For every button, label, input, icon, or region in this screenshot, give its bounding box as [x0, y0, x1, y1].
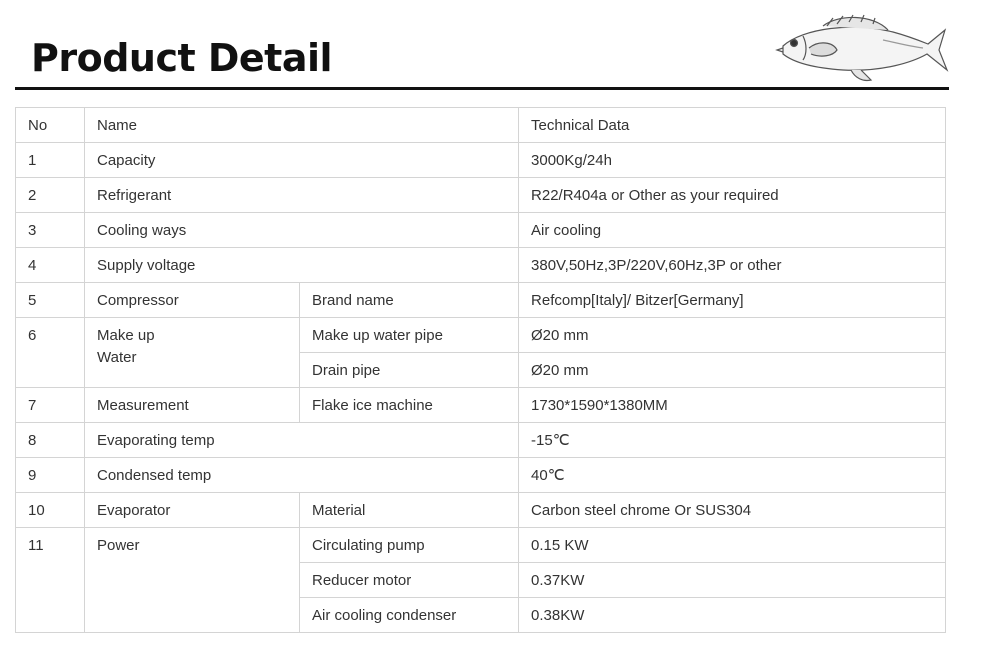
row-value: Air cooling [519, 213, 946, 248]
header-technical-data: Technical Data [519, 108, 946, 143]
table-row [16, 213, 946, 248]
row-sub-name: Air cooling condenser [300, 598, 519, 633]
row-sub-name: Reducer motor [300, 563, 519, 598]
row-value: 1730*1590*1380MM [519, 388, 946, 423]
header-no: No [16, 108, 85, 143]
row-value: 0.15 KW [519, 528, 946, 563]
product-spec-table [15, 107, 946, 633]
row-no: 4 [16, 248, 85, 283]
row-value: Ø20 mm [519, 353, 946, 388]
row-value: Ø20 mm [519, 318, 946, 353]
row-name [85, 318, 300, 388]
row-no: 8 [16, 423, 85, 458]
row-sub-name: Brand name [300, 283, 519, 318]
row-name: Capacity [85, 143, 519, 178]
row-no: 5 [16, 283, 85, 318]
row-value: -15℃ [519, 423, 946, 458]
row-value: 0.38KW [519, 598, 946, 633]
fish-icon [763, 10, 949, 86]
row-no: 10 [16, 493, 85, 528]
row-name-line: Water [97, 349, 137, 366]
row-no: 3 [16, 213, 85, 248]
table-row [16, 178, 946, 213]
row-no: 9 [16, 458, 85, 493]
table-row [16, 283, 946, 318]
row-no: 11 [16, 528, 85, 633]
row-sub-name: Material [300, 493, 519, 528]
row-name: Compressor [85, 283, 300, 318]
row-name: Measurement [85, 388, 300, 423]
row-value: Carbon steel chrome Or SUS304 [519, 493, 946, 528]
header-name: Name [85, 108, 519, 143]
table-row [16, 528, 946, 563]
row-no: 7 [16, 388, 85, 423]
row-no: 6 [16, 318, 85, 388]
row-sub-name: Flake ice machine [300, 388, 519, 423]
table-row [16, 388, 946, 423]
row-sub-name: Drain pipe [300, 353, 519, 388]
row-value: R22/R404a or Other as your required [519, 178, 946, 213]
row-value: 380V,50Hz,3P/220V,60Hz,3P or other [519, 248, 946, 283]
row-sub-name: Make up water pipe [300, 318, 519, 353]
table-row [16, 493, 946, 528]
row-sub-name: Circulating pump [300, 528, 519, 563]
table-row [16, 143, 946, 178]
table-header-row [16, 108, 946, 143]
row-name: Evaporator [85, 493, 300, 528]
row-name: Cooling ways [85, 213, 519, 248]
row-name: Power [85, 528, 300, 633]
row-value: 0.37KW [519, 563, 946, 598]
table-row [16, 423, 946, 458]
page-header [15, 0, 949, 91]
row-name: Supply voltage [85, 248, 519, 283]
row-no: 2 [16, 178, 85, 213]
row-value: 3000Kg/24h [519, 143, 946, 178]
page-title: Product Detail [31, 36, 333, 80]
table-row [16, 318, 946, 353]
title-divider [15, 87, 949, 90]
row-value: 40℃ [519, 458, 946, 493]
row-value: Refcomp[Italy]/ Bitzer[Germany] [519, 283, 946, 318]
row-name: Condensed temp [85, 458, 519, 493]
table-row [16, 458, 946, 493]
row-name-line: Make up [97, 327, 155, 344]
row-no: 1 [16, 143, 85, 178]
table-row [16, 248, 946, 283]
row-name: Evaporating temp [85, 423, 519, 458]
row-name: Refrigerant [85, 178, 519, 213]
